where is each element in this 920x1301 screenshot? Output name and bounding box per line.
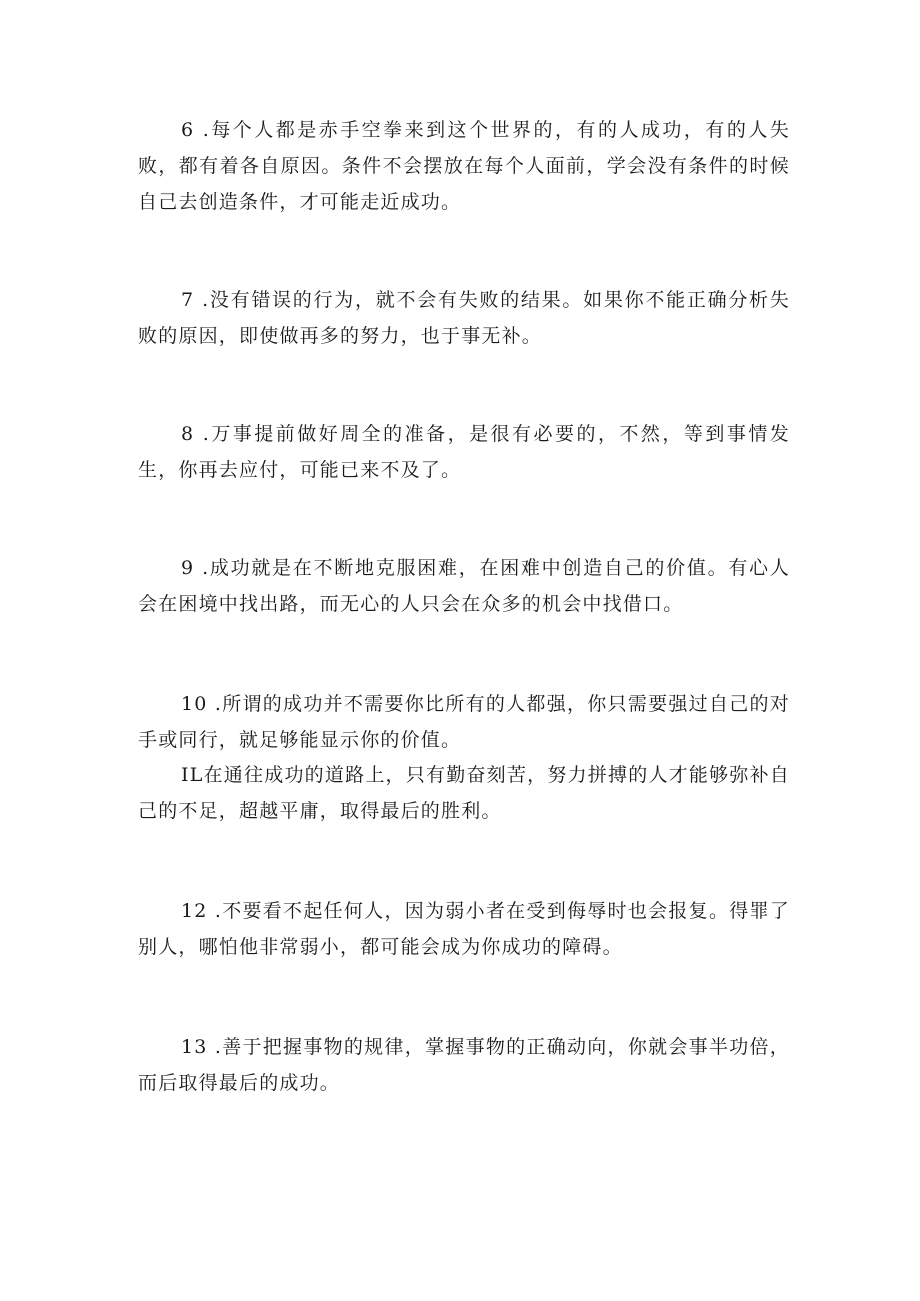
paragraph-12: 12 .不要看不起任何人，因为弱小者在受到侮辱时也会报复。得罪了别人，哪怕他非常弱小，都可能会成为你成功的障碍。: [138, 900, 790, 958]
paragraph-7: 7 .没有错误的行为，就不会有失败的结果。如果你不能正确分析失败的原因，即使做再多的努力，也于事无补。: [138, 289, 790, 347]
paragraph-10: 10 .所谓的成功并不需要你比所有的人都强，你只需要强过自己的对手或同行，就足够能显示你的价值。: [138, 693, 790, 751]
paragraph-11: IL在通往成功的道路上，只有勤奋刻苦，努力拼搏的人才能够弥补自己的不足，超越平庸，取得最后的胜利。: [138, 764, 790, 822]
paragraph-9: 9 .成功就是在不断地克服困难，在困难中创造自己的价值。有心人会在困境中找出路，而无心的人只会在众多的机会中找借口。: [138, 557, 790, 615]
paragraph-13: 13 .善于把握事物的规律，掌握事物的正确动向，你就会事半功倍，而后取得最后的成功。: [138, 1036, 790, 1094]
paragraph-8: 8 .万事提前做好周全的准备，是很有必要的，不然，等到事情发生，你再去应付，可能已来不及了。: [138, 423, 790, 481]
paragraph-6: 6 .每个人都是赤手空拳来到这个世界的，有的人成功，有的人失败，都有着各自原因。条件不会摆放在每个人面前，学会没有条件的时候自己去创造条件，才可能走近成功。: [138, 119, 790, 213]
